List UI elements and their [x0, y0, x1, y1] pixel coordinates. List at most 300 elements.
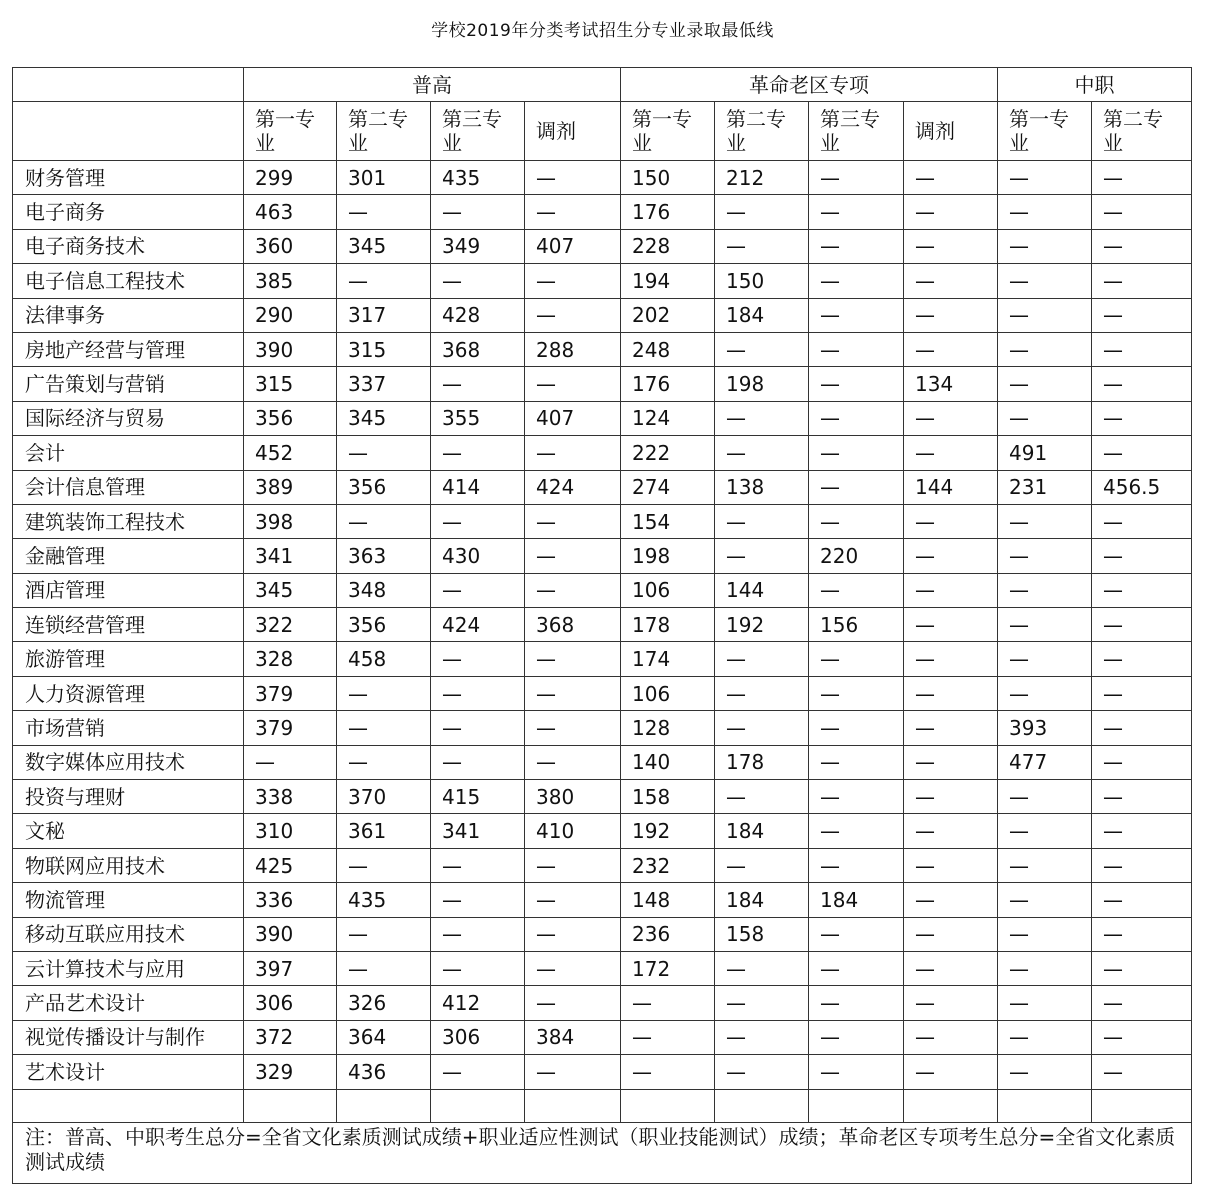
score-cell: —: [998, 1055, 1092, 1089]
score-cell: 463: [244, 195, 337, 229]
score-cell: 452: [244, 436, 337, 470]
score-cell: —: [525, 1055, 621, 1089]
major-name: 物流管理: [13, 883, 244, 917]
score-cell: —: [431, 745, 525, 779]
score-cell: —: [525, 642, 621, 676]
score-cell: —: [621, 986, 715, 1020]
score-cell: 428: [431, 298, 525, 332]
score-cell: 355: [431, 401, 525, 435]
score-cell: 248: [621, 332, 715, 366]
score-cell: 222: [621, 436, 715, 470]
score-cell: 106: [621, 573, 715, 607]
score-cell: 176: [621, 367, 715, 401]
score-cell: —: [525, 986, 621, 1020]
score-cell: —: [715, 504, 809, 538]
score-cell: 410: [525, 814, 621, 848]
score-cell: —: [621, 1020, 715, 1054]
score-cell: 192: [715, 608, 809, 642]
score-cell: 390: [244, 332, 337, 366]
score-cell: 274: [621, 470, 715, 504]
score-cell: —: [904, 780, 998, 814]
score-cell: —: [998, 986, 1092, 1020]
major-name: 酒店管理: [13, 573, 244, 607]
score-cell: 345: [244, 573, 337, 607]
score-cell: 212: [715, 161, 809, 195]
score-cell: 491: [998, 436, 1092, 470]
score-cell: 393: [998, 711, 1092, 745]
score-cell: 174: [621, 642, 715, 676]
score-cell: —: [525, 573, 621, 607]
table-row: [13, 229, 1192, 263]
score-cell: —: [431, 195, 525, 229]
empty-cell: [1092, 1089, 1192, 1122]
score-cell: —: [431, 917, 525, 951]
sub-header-row: [13, 102, 1192, 161]
score-cell: 306: [244, 986, 337, 1020]
score-cell: 202: [621, 298, 715, 332]
score-cell: 348: [337, 573, 431, 607]
table-note: 注：普高、中职考生总分=全省文化素质测试成绩+职业适应性测试（职业技能测试）成绩；革命老区专项考生总分=全省文化素质测试成绩: [13, 1122, 1192, 1183]
group-header-geming: 革命老区专项: [621, 68, 998, 102]
score-cell: 356: [337, 608, 431, 642]
score-cell: —: [998, 883, 1092, 917]
sub-header-adjust: 调剂: [525, 102, 621, 161]
score-cell: 106: [621, 676, 715, 710]
score-cell: —: [904, 195, 998, 229]
score-cell: —: [904, 264, 998, 298]
score-cell: —: [809, 917, 904, 951]
table-row: [13, 1020, 1192, 1054]
group-header-row: [13, 68, 1192, 102]
score-cell: 363: [337, 539, 431, 573]
score-cell: —: [904, 1020, 998, 1054]
score-cell: —: [715, 1020, 809, 1054]
score-cell: —: [809, 814, 904, 848]
score-cell: —: [1092, 642, 1192, 676]
score-cell: —: [998, 504, 1092, 538]
score-cell: —: [904, 401, 998, 435]
score-cell: —: [998, 195, 1092, 229]
empty-cell: [809, 1089, 904, 1122]
score-cell: —: [525, 951, 621, 985]
table-row: [13, 711, 1192, 745]
major-name: 建筑装饰工程技术: [13, 504, 244, 538]
score-cell: —: [337, 951, 431, 985]
score-cell: —: [431, 676, 525, 710]
score-cell: 414: [431, 470, 525, 504]
sub-header-first: 第一专业: [621, 102, 715, 161]
score-cell: —: [998, 917, 1092, 951]
score-cell: 128: [621, 711, 715, 745]
score-cell: 412: [431, 986, 525, 1020]
score-cell: —: [904, 848, 998, 882]
score-cell: —: [525, 436, 621, 470]
score-cell: —: [1092, 780, 1192, 814]
sub-header-third: 第三专业: [431, 102, 525, 161]
score-cell: —: [431, 642, 525, 676]
table-row: [13, 608, 1192, 642]
score-cell: 124: [621, 401, 715, 435]
score-cell: —: [998, 539, 1092, 573]
score-cell: —: [1092, 401, 1192, 435]
score-cell: 336: [244, 883, 337, 917]
score-cell: —: [337, 745, 431, 779]
score-cell: 425: [244, 848, 337, 882]
score-cell: 232: [621, 848, 715, 882]
score-cell: —: [525, 848, 621, 882]
score-cell: —: [525, 298, 621, 332]
score-cell: 154: [621, 504, 715, 538]
score-cell: 398: [244, 504, 337, 538]
score-cell: —: [525, 917, 621, 951]
score-cell: —: [337, 848, 431, 882]
score-cell: 326: [337, 986, 431, 1020]
score-cell: 236: [621, 917, 715, 951]
score-cell: 368: [525, 608, 621, 642]
score-cell: —: [1092, 539, 1192, 573]
major-name: 法律事务: [13, 298, 244, 332]
table-row: [13, 917, 1192, 951]
major-name: 旅游管理: [13, 642, 244, 676]
score-cell: —: [715, 951, 809, 985]
score-cell: —: [904, 161, 998, 195]
score-cell: —: [998, 676, 1092, 710]
sub-header-adjust: 调剂: [904, 102, 998, 161]
page-title: 学校2019年分类考试招生分专业录取最低线: [431, 21, 774, 41]
score-cell: —: [1092, 745, 1192, 779]
score-cell: 194: [621, 264, 715, 298]
score-cell: —: [431, 504, 525, 538]
score-cell: 364: [337, 1020, 431, 1054]
score-cell: —: [525, 195, 621, 229]
score-cell: 158: [621, 780, 715, 814]
score-cell: 430: [431, 539, 525, 573]
score-cell: —: [809, 848, 904, 882]
score-cell: —: [337, 676, 431, 710]
score-cell: —: [715, 848, 809, 882]
score-cell: —: [1092, 848, 1192, 882]
table-row: [13, 780, 1192, 814]
score-cell: 184: [715, 814, 809, 848]
score-cell: —: [1092, 951, 1192, 985]
score-cell: —: [431, 883, 525, 917]
table-row: [13, 883, 1192, 917]
major-name: 艺术设计: [13, 1055, 244, 1089]
score-cell: —: [809, 986, 904, 1020]
score-cell: —: [1092, 504, 1192, 538]
score-cell: —: [1092, 195, 1192, 229]
table-row: [13, 332, 1192, 366]
score-cell: —: [809, 711, 904, 745]
score-cell: 290: [244, 298, 337, 332]
score-cell: —: [621, 1055, 715, 1089]
score-cell: 456.5: [1092, 470, 1192, 504]
score-cell: —: [1092, 573, 1192, 607]
score-cell: 144: [904, 470, 998, 504]
score-cell: 397: [244, 951, 337, 985]
score-cell: 356: [337, 470, 431, 504]
score-cell: 341: [244, 539, 337, 573]
blank-row: [13, 1089, 1192, 1122]
score-cell: 345: [337, 229, 431, 263]
score-cell: —: [431, 264, 525, 298]
score-cell: —: [904, 986, 998, 1020]
score-cell: 390: [244, 917, 337, 951]
table-row: [13, 436, 1192, 470]
score-cell: 329: [244, 1055, 337, 1089]
score-cell: 301: [337, 161, 431, 195]
table-row: [13, 539, 1192, 573]
table-row: [13, 367, 1192, 401]
score-cell: —: [1092, 264, 1192, 298]
score-cell: 158: [715, 917, 809, 951]
score-cell: 361: [337, 814, 431, 848]
score-cell: —: [809, 229, 904, 263]
table-row: [13, 814, 1192, 848]
note-row: [13, 1122, 1192, 1183]
score-cell: —: [998, 573, 1092, 607]
score-cell: —: [809, 298, 904, 332]
score-cell: —: [337, 504, 431, 538]
score-cell: 424: [525, 470, 621, 504]
score-cell: 315: [337, 332, 431, 366]
score-cell: 337: [337, 367, 431, 401]
score-cell: —: [525, 676, 621, 710]
score-cell: 360: [244, 229, 337, 263]
score-cell: —: [525, 711, 621, 745]
empty-cell: [244, 1089, 337, 1122]
empty-cell: [431, 1089, 525, 1122]
score-cell: —: [809, 195, 904, 229]
score-cell: 379: [244, 676, 337, 710]
score-cell: —: [525, 161, 621, 195]
score-cell: —: [244, 745, 337, 779]
score-cell: —: [1092, 1055, 1192, 1089]
table-row: [13, 848, 1192, 882]
major-name: 金融管理: [13, 539, 244, 573]
score-cell: —: [904, 951, 998, 985]
score-cell: —: [809, 401, 904, 435]
score-cell: 288: [525, 332, 621, 366]
score-cell: —: [998, 848, 1092, 882]
major-name: 国际经济与贸易: [13, 401, 244, 435]
empty-cell: [998, 1089, 1092, 1122]
major-name: 会计: [13, 436, 244, 470]
score-cell: —: [525, 367, 621, 401]
score-cell: —: [809, 504, 904, 538]
score-cell: 338: [244, 780, 337, 814]
major-name: 房地产经营与管理: [13, 332, 244, 366]
score-cell: —: [809, 1020, 904, 1054]
score-cell: 299: [244, 161, 337, 195]
score-cell: —: [998, 229, 1092, 263]
score-cell: —: [715, 642, 809, 676]
score-cell: 328: [244, 642, 337, 676]
major-name: 移动互联应用技术: [13, 917, 244, 951]
major-name: 电子商务技术: [13, 229, 244, 263]
score-cell: 435: [337, 883, 431, 917]
score-cell: 415: [431, 780, 525, 814]
table-row: [13, 161, 1192, 195]
score-cell: —: [809, 436, 904, 470]
score-cell: —: [715, 195, 809, 229]
table-row: [13, 298, 1192, 332]
score-cell: 220: [809, 539, 904, 573]
score-cell: —: [431, 367, 525, 401]
score-cell: —: [904, 883, 998, 917]
score-cell: —: [1092, 917, 1192, 951]
score-cell: —: [809, 264, 904, 298]
score-cell: —: [998, 1020, 1092, 1054]
score-cell: 477: [998, 745, 1092, 779]
score-cell: —: [1092, 367, 1192, 401]
score-cell: —: [904, 332, 998, 366]
group-header-pugao: 普高: [244, 68, 621, 102]
score-cell: —: [1092, 1020, 1192, 1054]
score-cell: 385: [244, 264, 337, 298]
major-name: 电子信息工程技术: [13, 264, 244, 298]
score-cell: —: [809, 332, 904, 366]
score-cell: 198: [621, 539, 715, 573]
score-cell: —: [904, 608, 998, 642]
score-cell: 138: [715, 470, 809, 504]
score-cell: —: [904, 229, 998, 263]
table-row: [13, 264, 1192, 298]
score-cell: —: [904, 298, 998, 332]
score-cell: —: [809, 676, 904, 710]
score-cell: —: [431, 711, 525, 745]
sub-header-first: 第一专业: [998, 102, 1092, 161]
score-cell: —: [998, 367, 1092, 401]
major-name: 投资与理财: [13, 780, 244, 814]
score-cell: —: [715, 676, 809, 710]
score-cell: 345: [337, 401, 431, 435]
table-row: [13, 504, 1192, 538]
table-row: [13, 676, 1192, 710]
score-cell: —: [998, 401, 1092, 435]
score-cell: 407: [525, 401, 621, 435]
corner-cell: [13, 68, 244, 102]
score-cell: —: [525, 883, 621, 917]
score-cell: —: [715, 436, 809, 470]
score-cell: 368: [431, 332, 525, 366]
score-cell: 198: [715, 367, 809, 401]
sub-header-first: 第一专业: [244, 102, 337, 161]
table-row: [13, 573, 1192, 607]
score-cell: —: [525, 264, 621, 298]
score-cell: —: [337, 917, 431, 951]
score-cell: 172: [621, 951, 715, 985]
major-name: 视觉传播设计与制作: [13, 1020, 244, 1054]
sub-header-second: 第二专业: [1092, 102, 1192, 161]
major-name: 市场营销: [13, 711, 244, 745]
score-cell: 184: [715, 298, 809, 332]
major-name: 文秘: [13, 814, 244, 848]
score-cell: —: [715, 986, 809, 1020]
score-cell: —: [1092, 229, 1192, 263]
score-cell: —: [1092, 298, 1192, 332]
score-cell: —: [998, 332, 1092, 366]
score-cell: 349: [431, 229, 525, 263]
score-cell: 310: [244, 814, 337, 848]
score-cell: —: [809, 470, 904, 504]
group-header-zhongzhi: 中职: [998, 68, 1192, 102]
major-name: 物联网应用技术: [13, 848, 244, 882]
score-cell: —: [998, 814, 1092, 848]
score-cell: —: [1092, 711, 1192, 745]
score-cell: 379: [244, 711, 337, 745]
score-cell: —: [715, 1055, 809, 1089]
score-cell: —: [1092, 608, 1192, 642]
score-cell: —: [809, 745, 904, 779]
score-cell: —: [715, 711, 809, 745]
table-row: [13, 1055, 1192, 1089]
score-cell: —: [904, 642, 998, 676]
score-cell: 306: [431, 1020, 525, 1054]
empty-cell: [13, 1089, 244, 1122]
score-cell: —: [1092, 332, 1192, 366]
score-cell: —: [525, 745, 621, 779]
score-cell: —: [809, 951, 904, 985]
score-cell: —: [904, 573, 998, 607]
score-cell: —: [998, 608, 1092, 642]
score-cell: —: [715, 229, 809, 263]
score-cell: 178: [621, 608, 715, 642]
score-cell: —: [904, 917, 998, 951]
score-cell: 140: [621, 745, 715, 779]
score-cell: 184: [715, 883, 809, 917]
score-cell: —: [1092, 436, 1192, 470]
score-cell: —: [998, 298, 1092, 332]
score-cell: 436: [337, 1055, 431, 1089]
score-cell: —: [904, 436, 998, 470]
table-row: [13, 745, 1192, 779]
score-cell: 407: [525, 229, 621, 263]
score-cell: —: [904, 676, 998, 710]
score-cell: 150: [715, 264, 809, 298]
score-cell: —: [1092, 986, 1192, 1020]
major-name: 人力资源管理: [13, 676, 244, 710]
score-cell: 458: [337, 642, 431, 676]
table-row: [13, 986, 1192, 1020]
score-cell: —: [809, 780, 904, 814]
score-cell: 341: [431, 814, 525, 848]
score-cell: —: [809, 642, 904, 676]
score-cell: —: [809, 573, 904, 607]
score-cell: —: [431, 573, 525, 607]
score-cell: —: [904, 745, 998, 779]
score-cell: 228: [621, 229, 715, 263]
score-cell: —: [525, 504, 621, 538]
score-cell: 184: [809, 883, 904, 917]
score-cell: —: [715, 401, 809, 435]
table-row: [13, 642, 1192, 676]
score-cell: —: [998, 951, 1092, 985]
score-cell: —: [904, 814, 998, 848]
admission-score-table: [12, 67, 1192, 1184]
score-cell: —: [998, 642, 1092, 676]
score-cell: —: [1092, 676, 1192, 710]
score-cell: —: [431, 436, 525, 470]
score-cell: —: [715, 780, 809, 814]
score-cell: 322: [244, 608, 337, 642]
score-cell: —: [715, 539, 809, 573]
score-cell: —: [998, 264, 1092, 298]
score-cell: 389: [244, 470, 337, 504]
score-cell: —: [337, 711, 431, 745]
score-cell: 372: [244, 1020, 337, 1054]
major-name: 会计信息管理: [13, 470, 244, 504]
